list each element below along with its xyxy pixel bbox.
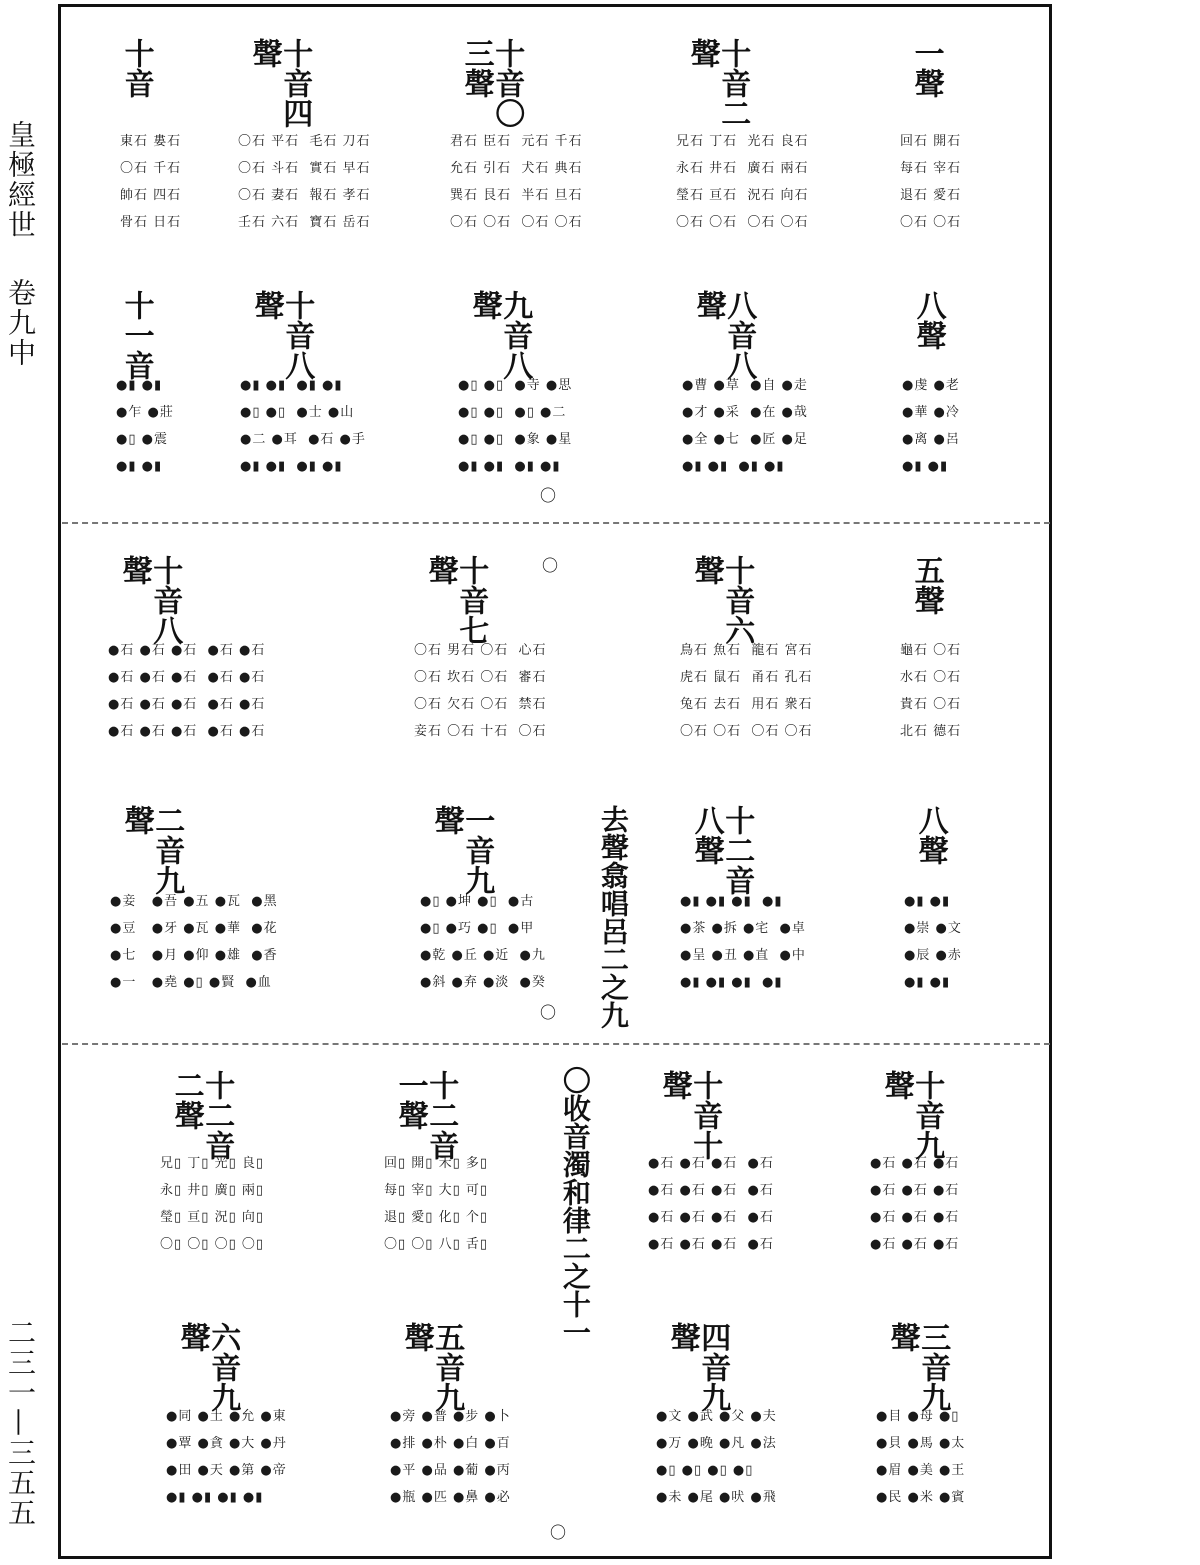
table-row: ●乍 ●莊 [116, 405, 174, 420]
group-rows [160, 1150, 264, 1258]
table-row: 骨石 日石 [120, 215, 182, 230]
table-row: ●▮ ●▮ [902, 459, 949, 474]
group-title: 十音四聲 [246, 38, 313, 128]
table-row: ●未 ●尾 ●吠 ●飛 [656, 1490, 777, 1505]
table-row: ●七 ●月 ●仰 ●雄 ●香 [110, 948, 278, 963]
table-row: 永石 井石 廣石 兩石 [676, 161, 809, 176]
table-row: ●眉 ●美 ●王 [876, 1463, 966, 1478]
table-row: ●覃 ●貪 ●大 ●丹 [166, 1436, 287, 1451]
table-row: ●▮ ●▮ [904, 894, 951, 909]
table-row: 巽石 艮石 半石 旦石 [450, 188, 583, 203]
group-title: 十音二聲 [684, 38, 751, 128]
table-row: 每▯ 宰▯ 大▯ 可▯ [384, 1183, 489, 1198]
margin-book-title: 皇極經世 [4, 120, 37, 240]
group-title: 十音八聲 [248, 290, 315, 380]
table-row: 兄石 丁石 光石 良石 [676, 134, 809, 149]
table-row: 〇石 欠石 〇石 禁石 [414, 697, 547, 712]
table-row: ●▮ ●▮ ●▮ ●▮ [682, 459, 785, 474]
group-title: 十二音一聲 [392, 1070, 459, 1160]
table-row: 兔石 去石 用石 衆石 [680, 697, 813, 712]
table-row: ●瓶 ●匹 ●鼻 ●必 [390, 1490, 511, 1505]
group-title: 十二音八聲 [688, 805, 755, 895]
group-title: 九音八聲 [466, 290, 533, 380]
table-row: 永▯ 井▯ 廣▯ 兩▯ [160, 1183, 265, 1198]
table-row: ●▮ ●▮ ●▮ ●▮ [458, 459, 561, 474]
group-rows [680, 637, 813, 745]
group-rows [656, 1403, 777, 1511]
table-row: ●▯ ●巧 ●▯ ●甲 [420, 921, 535, 936]
table-row: ●石 ●石 ●石 [870, 1210, 960, 1225]
section-caption: 去聲翕唱呂二之九 [596, 805, 630, 1029]
table-row: 虎石 鼠石 甬石 孔石 [680, 670, 813, 685]
circle-mark: 〇 [540, 486, 557, 505]
group-rows [676, 128, 809, 236]
group-rows [238, 128, 371, 236]
group-rows [900, 637, 961, 745]
table-row: ●▯ ●▯ ●▯ ●二 [458, 405, 567, 420]
table-row: ●石 ●石 ●石 ●石 [648, 1210, 774, 1225]
group-title: 十一音 [118, 290, 154, 380]
group-title: 十音九聲 [878, 1070, 945, 1160]
table-row: ●▯ ●▯ ●寺 ●思 [458, 378, 573, 393]
table-row: 瑩▯ 亘▯ 況▯ 向▯ [160, 1210, 265, 1225]
table-row: ●一 ●堯 ●▯ ●賢 ●血 [110, 975, 272, 990]
group-rows [384, 1150, 488, 1258]
table-row: ●民 ●米 ●賓 [876, 1490, 966, 1505]
table-row: ●▮ ●▮ [116, 378, 163, 393]
table-row: ●石 ●石 ●石 ●石 ●石 [108, 724, 266, 739]
table-row: 瑩石 亘石 況石 向石 [676, 188, 809, 203]
group-title: 三音九聲 [884, 1322, 951, 1412]
group-rows [108, 637, 265, 745]
table-row: ●▯ ●震 [116, 432, 168, 447]
table-row: ●▯ ●▯ ●▯ ●▯ [656, 1463, 754, 1478]
group-title: 八聲 [910, 290, 946, 350]
group-rows [414, 637, 547, 745]
group-rows [904, 888, 962, 996]
group-title: 十音〇三聲 [458, 38, 525, 128]
table-row: ●石 ●石 ●石 [870, 1237, 960, 1252]
circle-mark: 〇 [542, 556, 559, 575]
table-row: ●貝 ●馬 ●太 [876, 1436, 966, 1451]
table-row: 〇石 〇石 〇石 〇石 [450, 215, 583, 230]
table-row: 回石 開石 [900, 134, 962, 149]
table-row: 兄▯ 丁▯ 光▯ 良▯ [160, 1156, 265, 1171]
table-row: ●旁 ●普 ●步 ●卜 [390, 1409, 511, 1424]
group-rows [110, 888, 278, 996]
table-row: ●呈 ●丑 ●直 ●中 [680, 948, 806, 963]
table-row: 允石 引石 犬石 典石 [450, 161, 583, 176]
table-row: 〇石 〇石 [900, 215, 962, 230]
group-rows [680, 888, 806, 996]
table-row: 〇石 妻石 報石 孝石 [238, 188, 371, 203]
group-title: 一音九聲 [428, 805, 495, 895]
group-rows [682, 372, 808, 480]
group-title: 十音八聲 [116, 555, 183, 645]
table-row: ●石 ●石 ●石 ●石 ●石 [108, 697, 266, 712]
section-divider [62, 522, 1050, 524]
table-row: 東石 婁石 [120, 134, 182, 149]
table-row: ●石 ●石 ●石 ●石 ●石 [108, 643, 266, 658]
table-row: ●斜 ●弃 ●淡 ●癸 [420, 975, 546, 990]
table-row: 〇石 平石 毛石 刀石 [238, 134, 371, 149]
group-rows [450, 128, 583, 236]
group-title: 十音七聲 [422, 555, 489, 645]
table-row: ●▯ ●▯ ●士 ●山 [240, 405, 355, 420]
group-rows [120, 128, 181, 236]
table-row: ●▮ ●▮ ●▮ ●▮ [166, 1490, 264, 1505]
table-row: ●茶 ●拆 ●宅 ●卓 [680, 921, 806, 936]
table-row: 〇▯ 〇▯ 八▯ 舌▯ [384, 1237, 489, 1252]
group-rows [870, 1150, 959, 1258]
table-row: ●妾 ●吾 ●五 ●瓦 ●黑 [110, 894, 278, 909]
table-row: ●万 ●晚 ●凡 ●法 [656, 1436, 777, 1451]
table-row: ●▮ ●▮ ●▮ ●▮ [240, 459, 343, 474]
group-title: 十音 [118, 38, 154, 98]
group-rows [420, 888, 546, 996]
table-row: 退▯ 愛▯ 化▯ 个▯ [384, 1210, 489, 1225]
table-row: ●▮ ●▮ [904, 975, 951, 990]
table-row: ●才 ●采 ●在 ●哉 [682, 405, 808, 420]
group-title: 八聲 [912, 805, 948, 865]
margin-volume: 卷九中 [4, 278, 37, 368]
table-row: 〇石 斗石 實石 早石 [238, 161, 371, 176]
group-title: 一聲 [908, 38, 944, 98]
table-row: ●石 ●石 ●石 ●石 [648, 1237, 774, 1252]
table-row: 〇▯ 〇▯ 〇▯ 〇▯ [160, 1237, 265, 1252]
table-row: 君石 臣石 元石 千石 [450, 134, 583, 149]
circle-mark: 〇 [550, 1523, 567, 1542]
table-row: ●石 ●石 ●石 [870, 1156, 960, 1171]
table-row: ●華 ●冷 [902, 405, 960, 420]
group-rows [458, 372, 572, 480]
table-row: ●辰 ●赤 [904, 948, 962, 963]
table-row: 〇石 坎石 〇石 審石 [414, 670, 547, 685]
table-row: ●▮ ●▮ ●▮ ●▮ [680, 975, 783, 990]
table-row: ●二 ●耳 ●石 ●手 [240, 432, 366, 447]
group-rows [116, 372, 174, 480]
table-row: ●豆 ●牙 ●瓦 ●華 ●花 [110, 921, 278, 936]
table-row: 〇石 男石 〇石 心石 [414, 643, 547, 658]
table-row: ●平 ●品 ●葡 ●丙 [390, 1463, 511, 1478]
table-row: 〇石 〇石 〇石 〇石 [680, 724, 813, 739]
group-title: 十音十聲 [656, 1070, 723, 1160]
group-title: 十音六聲 [688, 555, 755, 645]
table-row: 龜石 〇石 [900, 643, 962, 658]
table-row: ●虔 ●老 [902, 378, 960, 393]
table-row: ●同 ●土 ●允 ●東 [166, 1409, 287, 1424]
table-row: ●排 ●朴 ●白 ●百 [390, 1436, 511, 1451]
group-title: 五音九聲 [398, 1322, 465, 1412]
table-row: ●离 ●呂 [902, 432, 960, 447]
table-row: ●石 ●石 ●石 ●石 [648, 1183, 774, 1198]
table-row: 貴石 〇石 [900, 697, 962, 712]
table-row: ●乾 ●丘 ●近 ●九 [420, 948, 546, 963]
table-row: 壬石 六石 寶石 岳石 [238, 215, 371, 230]
table-row: ●田 ●天 ●第 ●帝 [166, 1463, 287, 1478]
table-row: 退石 愛石 [900, 188, 962, 203]
table-row: ●曹 ●草 ●自 ●走 [682, 378, 808, 393]
table-row: ●石 ●石 ●石 ●石 [648, 1156, 774, 1171]
table-row: ●石 ●石 ●石 [870, 1183, 960, 1198]
table-row: ●▮ ●▮ [116, 459, 163, 474]
table-row: ●石 ●石 ●石 ●石 ●石 [108, 670, 266, 685]
group-rows [648, 1150, 774, 1258]
table-row: 鳥石 魚石 龍石 宮石 [680, 643, 813, 658]
table-row: 水石 〇石 [900, 670, 962, 685]
group-title: 十二音二聲 [168, 1070, 235, 1160]
table-row: 每石 宰石 [900, 161, 962, 176]
table-row: ●▯ ●▯ ●象 ●星 [458, 432, 573, 447]
group-title: 八音八聲 [690, 290, 757, 380]
section-caption: 〇收音濁和律二之十一 [558, 1066, 592, 1346]
table-row: ●目 ●母 ●▯ [876, 1409, 960, 1424]
group-rows [900, 128, 961, 236]
margin-page-number: 二三一—三五五 [4, 1318, 37, 1528]
table-row: ●▮ ●▮ ●▮ ●▮ [680, 894, 783, 909]
table-row: 回▯ 開▯ 禾▯ 多▯ [384, 1156, 489, 1171]
table-row: ●▯ ●坤 ●▯ ●古 [420, 894, 535, 909]
table-row: 北石 德石 [900, 724, 962, 739]
group-title: 五聲 [908, 555, 944, 615]
group-title: 六音九聲 [174, 1322, 241, 1412]
table-row: 〇石 千石 [120, 161, 182, 176]
group-rows [166, 1403, 287, 1511]
group-rows [390, 1403, 511, 1511]
table-row: ●崇 ●文 [904, 921, 962, 936]
group-rows [876, 1403, 965, 1511]
table-row: 妾石 〇石 十石 〇石 [414, 724, 547, 739]
table-row: 〇石 〇石 〇石 〇石 [676, 215, 809, 230]
circle-mark: 〇 [540, 1003, 557, 1022]
table-row: ●文 ●武 ●父 ●夫 [656, 1409, 777, 1424]
table-row: ●▮ ●▮ ●▮ ●▮ [240, 378, 343, 393]
table-row: ●全 ●七 ●匠 ●足 [682, 432, 808, 447]
table-row: 帥石 四石 [120, 188, 182, 203]
group-rows [240, 372, 366, 480]
group-title: 二音九聲 [118, 805, 185, 895]
group-rows [902, 372, 960, 480]
group-title: 四音九聲 [664, 1322, 731, 1412]
section-divider [62, 1043, 1050, 1045]
